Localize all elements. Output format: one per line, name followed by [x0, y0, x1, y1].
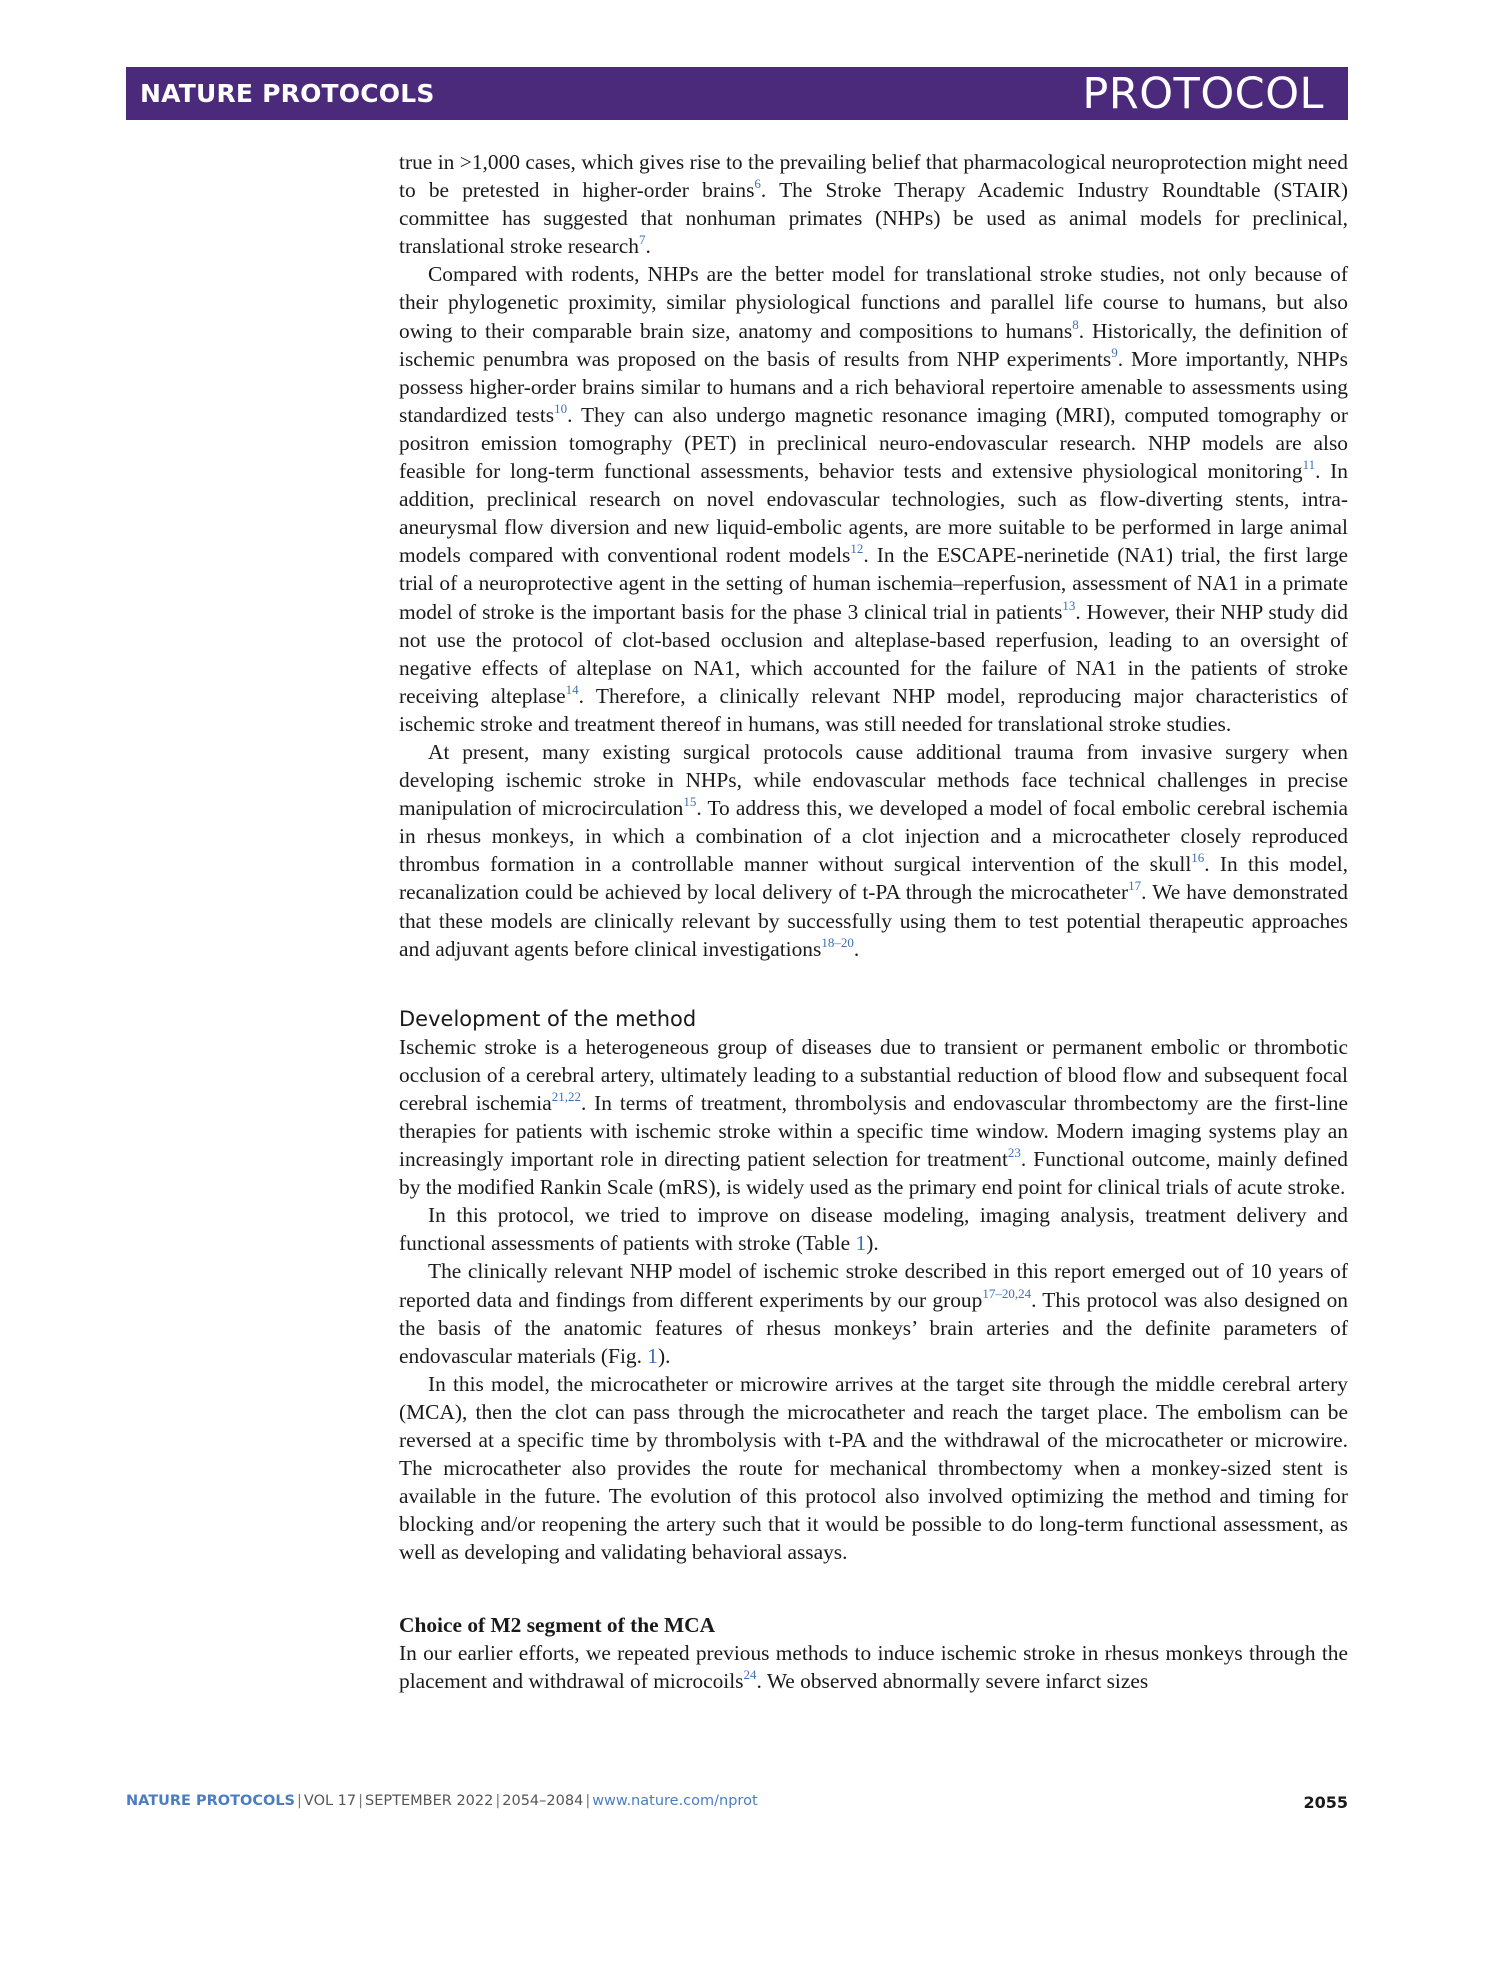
- text-span: . Therefore, a clinically relevant NHP model, reproducing major characteristics of ischemic stroke and treatment thereof in humans, was still needed for translational stroke studies.: [399, 683, 1348, 736]
- text-span: .: [853, 936, 860, 961]
- paragraph-5: [399, 1201, 1348, 1257]
- citation-ref[interactable]: 24: [743, 1666, 757, 1682]
- text-span: . The Stroke Therapy Academic Industry Roundtable (STAIR) committee has suggested that nonhuman primates (NHPs) be used as animal models for preclinical, translational stroke research: [399, 178, 1348, 259]
- footer-journal: NATURE PROTOCOLS: [126, 1793, 296, 1809]
- footer-separator: |: [585, 1793, 591, 1809]
- text-span: . We have demonstrated that these models are clinically relevant by successfully using them to test potential therapeutic approaches and adjuvant agents before clinical investigations: [399, 880, 1349, 961]
- citation-ref[interactable]: 23: [1007, 1145, 1021, 1161]
- citation-ref[interactable]: 7: [638, 232, 646, 248]
- text-span: Ischemic stroke is a heterogeneous group of diseases due to transient or permanent embolic or thrombotic occlusion of a cerebral artery, ultimately leading to a substantial reduction of blood flow and subsequent focal cerebral ischemia: [399, 1034, 1348, 1115]
- paragraph-8: [399, 1639, 1348, 1695]
- text-span: true in >1,000 cases, which gives rise to the prevailing belief that pharmacological neuroprotection might need to be pretested in higher-order brains: [399, 150, 1348, 203]
- paragraph-7: In this model, the microcatheter or microwire arrives at the target site through the middle cerebral artery (MCA), then the clot can pass through the microcatheter and reach the target place. The embolism can be reversed at a specific time by thrombolysis with t-PA and the withdrawal of the microcatheter or microwire. The microcatheter also provides the route for mechanical thrombectomy when a monkey-sized stent is available in the future. The evolution of this protocol also involved optimizing the method and timing for blocking and/or reopening the artery such that it would be possible to do long-term functional assessment, as well as developing and validating behavioral assays.: [399, 1371, 1348, 1565]
- footer-separator: |: [358, 1793, 364, 1809]
- page-footer: [126, 1793, 1348, 1812]
- text-span: In this protocol, we tried to improve on disease modeling, imaging analysis, treatment delivery and functional assessments of patients with stroke (Table: [399, 1203, 1348, 1256]
- figure-link[interactable]: 1: [647, 1343, 658, 1368]
- footer-url-link[interactable]: www.nature.com/nprot: [592, 1793, 758, 1809]
- text-span: The clinically relevant NHP model of ischemic stroke described in this report emerged out of 10 years of reported data and findings from different experiments by our group: [399, 1259, 1348, 1312]
- subsection-heading-m2: Choice of M2 segment of the MCA: [399, 1612, 716, 1637]
- text-span: . They can also undergo magnetic resonance imaging (MRI), computed tomography or positron emission tomography (PET) in preclinical neuro-endovascular research. NHP models are also feasible for long-term functional assessments, behavior tests and extensive physiological monitoring: [399, 402, 1348, 484]
- text-span: . We observed abnormally severe infarct sizes: [756, 1668, 1149, 1693]
- section-heading-development: Development of the method: [399, 1006, 697, 1031]
- text-span: . This protocol was also designed on the basis of the anatomic features of rhesus monkeys’ brain arteries and the definite parameters of endovascular materials (Fig.: [399, 1287, 1349, 1368]
- text-span: In our earlier efforts, we repeated previous methods to induce ischemic stroke in rhesus monkeys through the placement and withdrawal of microcoils: [399, 1640, 1348, 1693]
- citation-ref[interactable]: 15: [683, 794, 697, 810]
- footer-separator: |: [297, 1793, 302, 1809]
- citation-ref[interactable]: 18–20: [821, 934, 854, 950]
- citation-ref[interactable]: 11: [1302, 457, 1316, 473]
- page-number: 2055: [1303, 1793, 1348, 1812]
- article-type: PROTOCOL: [1082, 69, 1324, 119]
- text-span: ).: [866, 1231, 879, 1256]
- text-span: At present, many existing surgical protocols cause additional trauma from invasive surgery when developing ischemic stroke in NHPs, while endovascular methods face technical challenges in precise manipulation of microcirculation: [399, 739, 1348, 821]
- text-span: . In the ESCAPE-nerinetide (NA1) trial, the first large trial of a neuroprotective agent in the setting of human ischemia–reperfusion, assessment of NA1 in a primate model of stroke is the important basis for the phase 3 clinical trial in patients: [399, 543, 1349, 624]
- citation-ref[interactable]: 9: [1111, 344, 1118, 360]
- text-span: Compared with rodents, NHPs are the better model for translational stroke studies, not only because of their phylogenetic proximity, similar physiological functions and parallel life course to humans, but also owing to their comparable brain size, anatomy and compositions to humans: [399, 262, 1348, 343]
- journal-header-bar: [126, 67, 1348, 120]
- text-span: . Functional outcome, mainly defined by the modified Rankin Scale (mRS), is widely used as the primary end point for clinical trials of acute stroke.: [399, 1147, 1348, 1200]
- article-body: [399, 148, 1348, 1695]
- citation-ref[interactable]: 17–20,24: [982, 1285, 1032, 1301]
- footer-separator: |: [495, 1793, 501, 1809]
- text-span: ).: [658, 1343, 671, 1368]
- paragraph-6: [399, 1257, 1348, 1369]
- text-span: . Historically, the definition of ischemic penumbra was proposed on the basis of results from NHP experiments: [399, 318, 1348, 371]
- citation-ref[interactable]: 21,22: [551, 1088, 581, 1104]
- journal-name: NATURE PROTOCOLS: [140, 79, 435, 108]
- text-span: . More importantly, NHPs possess higher-order brains similar to humans and a rich behavioral repertoire amenable to assessments using standardized tests: [399, 346, 1348, 427]
- footer-date: SEPTEMBER 2022: [365, 1793, 494, 1809]
- citation-ref[interactable]: 17: [1128, 878, 1142, 894]
- citation-ref[interactable]: 8: [1072, 316, 1079, 332]
- citation-ref[interactable]: 13: [1062, 597, 1076, 613]
- paragraph-2: [399, 260, 1348, 738]
- citation-ref[interactable]: 16: [1191, 850, 1205, 866]
- text-span: . In this model, recanalization could be achieved by local delivery of t-PA through the microcatheter: [399, 852, 1348, 905]
- text-span: .: [645, 234, 651, 259]
- paragraph-1: [399, 148, 1348, 260]
- paragraph-4: [399, 1033, 1348, 1202]
- text-span: . To address this, we developed a model of focal embolic cerebral ischemia in rhesus monkeys, in which a combination of a clot injection and a microcatheter closely reproduced thrombus formation in a controllable manner without surgical intervention of the skull: [399, 796, 1348, 877]
- text-span: . In addition, preclinical research on novel endovascular technologies, such as flow-diverting stents, intra-aneurysmal flow diversion and new liquid-embolic agents, are more suitable to be performed in large animal models compared with conventional rodent models: [399, 459, 1349, 568]
- text-span: . However, their NHP study did not use the protocol of clot-based occlusion and alteplase-based reperfusion, leading to an oversight of negative effects of alteplase on NA1, which accounted for the failure of NA1 in the patients of stroke receiving alteplase: [399, 599, 1348, 708]
- citation-ref[interactable]: 10: [554, 400, 568, 416]
- footer-pages: 2054–2084: [502, 1793, 584, 1809]
- citation-ref[interactable]: 6: [754, 176, 761, 192]
- table-link[interactable]: 1: [855, 1231, 867, 1256]
- citation-ref[interactable]: 12: [850, 541, 864, 557]
- text-span: . In terms of treatment, thrombolysis and endovascular thrombectomy are the first-line therapies for patients with ischemic stroke within a specific time window. Modern imaging systems play an increasingly important role in directing patient selection for treatment: [399, 1090, 1348, 1172]
- paragraph-3: [399, 738, 1348, 963]
- footer-volume: VOL 17: [303, 1793, 357, 1809]
- citation-ref[interactable]: 14: [565, 681, 579, 697]
